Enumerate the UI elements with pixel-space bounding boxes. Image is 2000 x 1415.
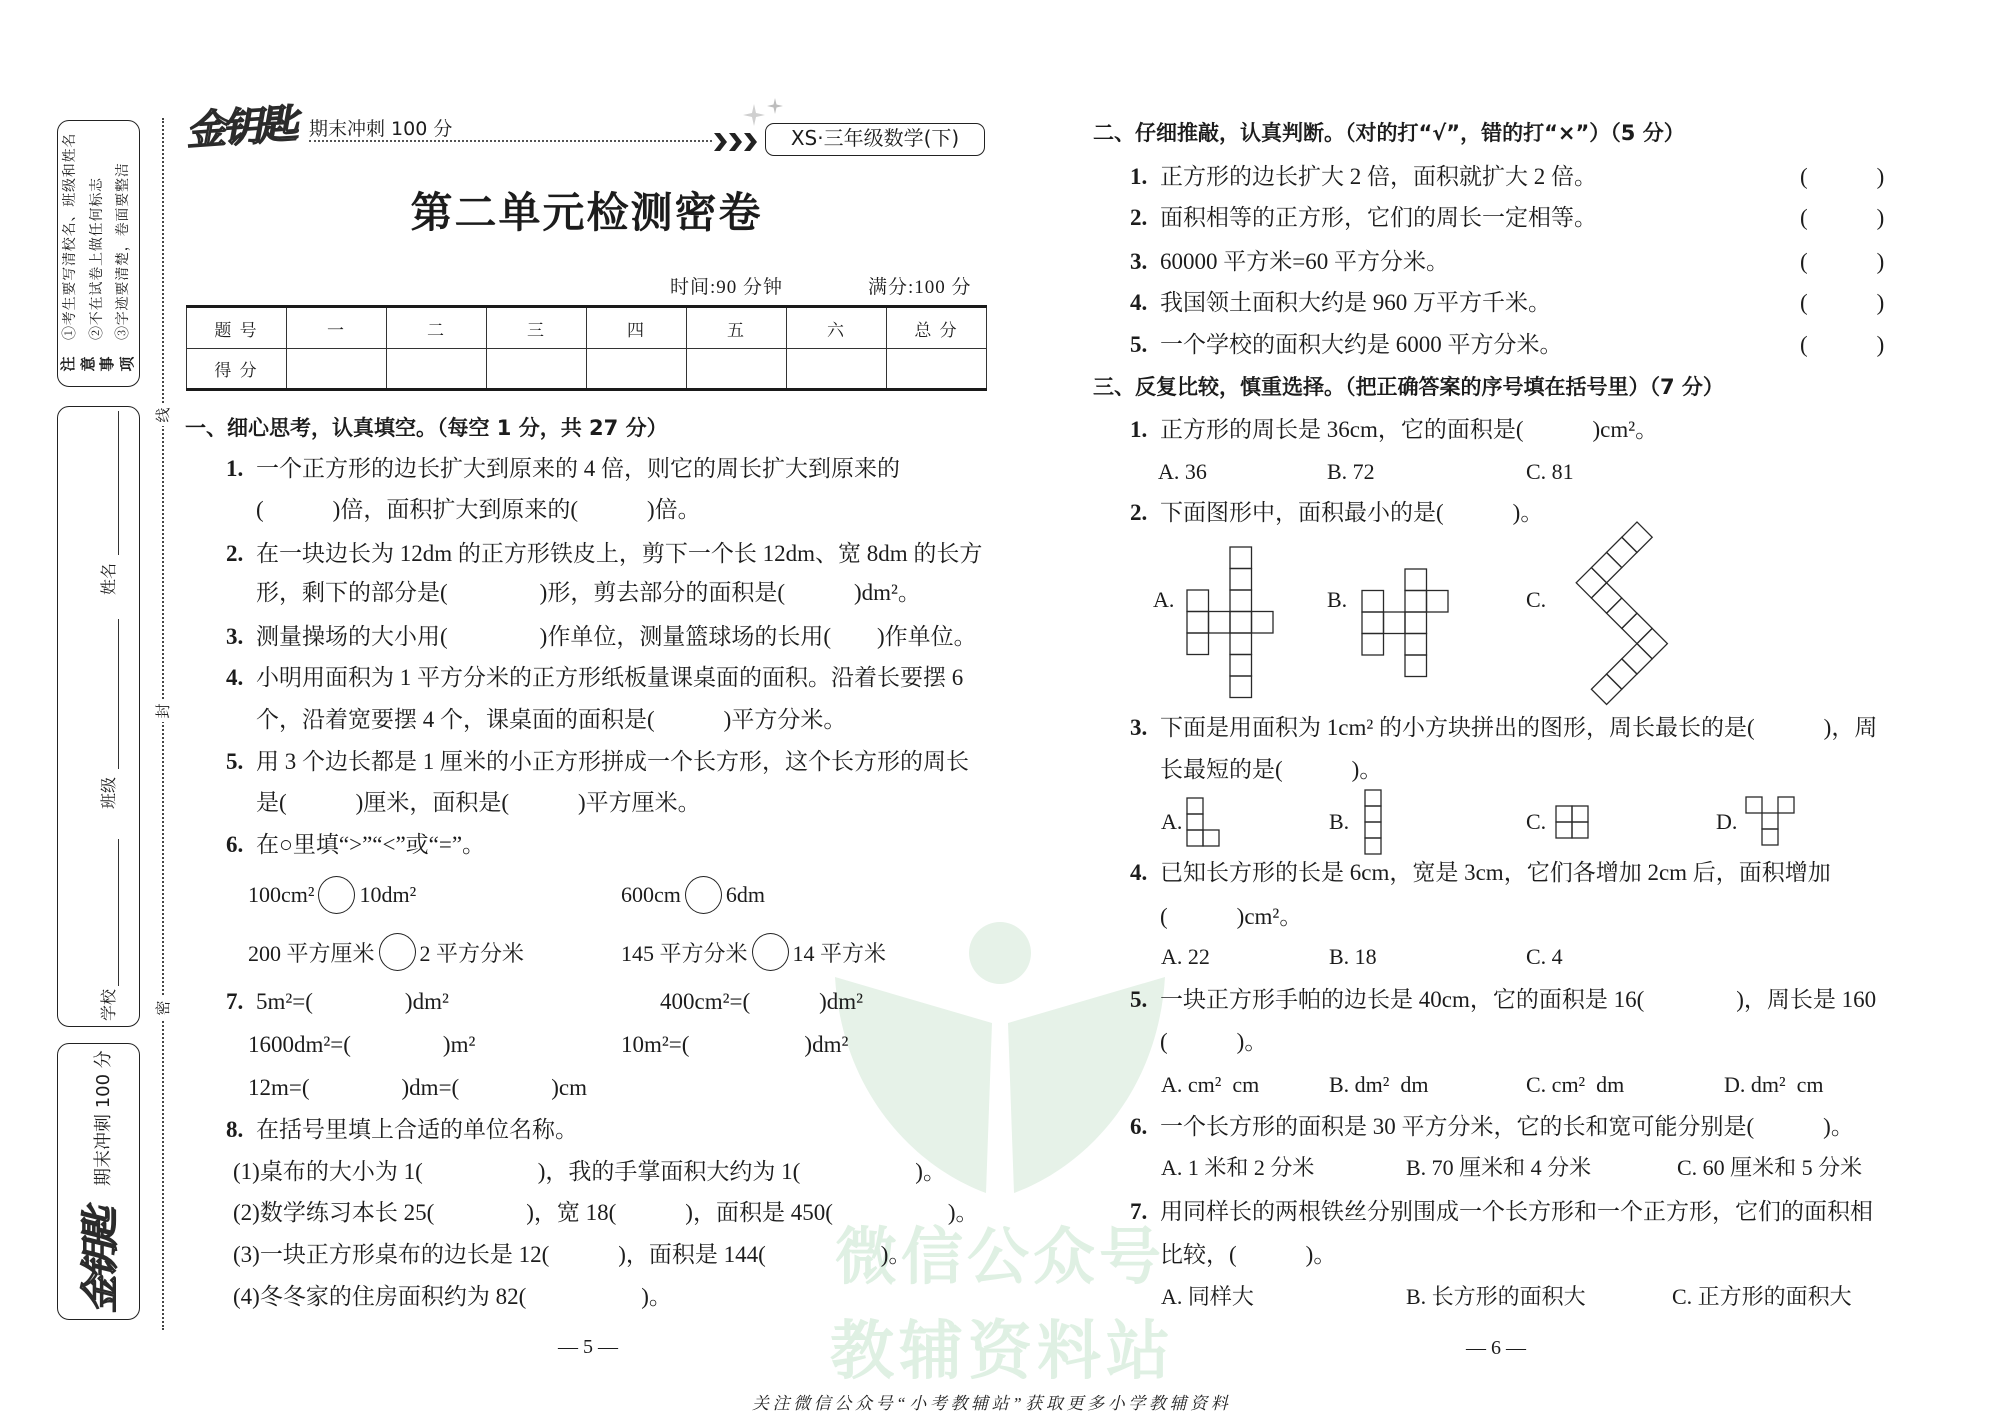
question-text: 一块正方形手帕的边长是 40cm，它的面积是 16( )，周长是 160 (1160, 987, 1877, 1012)
question-2-line: 形，剩下的部分是( )形，剪去部分的面积是( )dm²。 (256, 580, 921, 605)
question-number: 3. (226, 624, 244, 649)
question-1-line: ( )倍，面积扩大到原来的( )倍。 (256, 497, 701, 522)
compare-item (248, 933, 524, 971)
question-8-subitem: (2)数学练习本长 25( )，宽 18( )，面积是 450( )。 (233, 1200, 979, 1225)
compare-right: 10dm² (359, 882, 417, 907)
score-row-label: 得 分 (187, 349, 287, 390)
score-cell (587, 349, 687, 390)
choice-question-4: ( )cm²。 (1160, 904, 1303, 929)
question-number: 6. (1130, 1114, 1148, 1139)
figure-label-d: D. (1716, 809, 1738, 834)
option-d: D. dm² cm (1724, 1072, 1824, 1097)
notice-line: ①考生要写清校名、班级和姓名 (63, 132, 78, 340)
seal-mark-secret: 密 (153, 997, 175, 1019)
choice-question-3 (1130, 713, 1877, 743)
score-table-header-row (187, 307, 987, 349)
compare-left: 145 平方分米 (621, 940, 748, 966)
compare-circle-icon (685, 876, 722, 914)
conversion-item: 12m=( )dm=( )cm (248, 1075, 587, 1100)
choice-question-5 (1130, 985, 1876, 1015)
figure-label-c: C. (1526, 587, 1547, 612)
judgment-answer-paren: ( ) (1800, 205, 1885, 230)
question-text: 下面图形中，面积最小的是( )。 (1160, 500, 1544, 525)
question-8-subitem: (1)桌布的大小为 1( )，我的手掌面积大约为 1( )。 (233, 1159, 946, 1184)
question-number: 2. (226, 541, 244, 566)
question-number: 4. (1130, 860, 1148, 885)
question-text: 已知长方形的长是 6cm，宽是 3cm，它们各增加 2cm 后，面积增加 (1160, 860, 1831, 885)
judgment-text: 一个学校的面积大约是 6000 平方分米。 (1160, 332, 1563, 357)
choice-question-1 (1130, 415, 1658, 445)
option-c: C. 正方形的面积大 (1672, 1284, 1852, 1309)
option-b: B. 18 (1329, 944, 1377, 969)
figure-label-c: C. (1526, 809, 1547, 834)
score-cell (787, 349, 887, 390)
score-table (186, 305, 987, 391)
judgment-answer-paren: ( ) (1800, 332, 1885, 357)
question-5-line: 是( )厘米，面积是( )平方厘米。 (256, 790, 701, 815)
judgment-item (1130, 288, 1551, 318)
option-a: A. cm² cm (1161, 1072, 1260, 1097)
footer-note: 关注微信公众号“小考教辅站”获取更多小学教辅资料 (752, 1394, 1232, 1413)
option-c: C. 81 (1526, 459, 1574, 484)
question-4-line (226, 663, 963, 693)
compare-right: 6dm (725, 882, 766, 907)
notice-heading-char: 事 (98, 356, 117, 372)
seal-mark-line: 线 (153, 404, 175, 426)
score-cell (487, 349, 587, 390)
compare-left: 200 平方厘米 (248, 940, 375, 966)
choice-question-6 (1130, 1112, 1854, 1142)
score-table-header-cell: 一 (287, 307, 387, 349)
seal-dotted-line (162, 118, 164, 1330)
option-a: A. 同样大 (1161, 1284, 1254, 1309)
conversion-item: 1600dm²=( )m² (248, 1032, 476, 1057)
question-number: 8. (226, 1117, 244, 1142)
score-cell (687, 349, 787, 390)
question-8-subitem: (3)一块正方形桌布的边长是 12( )，面积是 144( )。 (233, 1242, 912, 1267)
notice-heading-char: 注 (59, 356, 78, 372)
compare-right: 2 平方分米 (419, 940, 525, 966)
question-number: 1. (1130, 417, 1148, 442)
judgment-item (1130, 203, 1597, 233)
notice-heading (58, 344, 138, 384)
subject-badge: XS·三年级数学(下) (765, 123, 985, 156)
question-number: 6. (226, 832, 244, 857)
conversion-item: 5m²=( )dm² (256, 989, 449, 1014)
question-3-line (226, 622, 977, 652)
compare-circle-icon (379, 933, 416, 971)
question-text: 在一块边长为 12dm 的正方形铁皮上，剪下一个长 12dm、宽 8dm 的长方 (256, 541, 983, 566)
score-cell (287, 349, 387, 390)
question-text: 一个长方形的面积是 30 平方分米，它的长和宽可能分别是( )。 (1160, 1114, 1854, 1139)
school-field (118, 839, 119, 986)
choice-question-7: 比较，( )。 (1160, 1242, 1337, 1267)
school-label: 学校 (99, 988, 118, 1021)
compare-left: 100cm² (248, 882, 315, 907)
name-label: 姓名 (99, 562, 118, 595)
score-table-header-cell: 总 分 (887, 307, 987, 349)
figure-label-b: B. (1329, 809, 1350, 834)
option-b: B. dm² dm (1329, 1072, 1429, 1097)
score-cell (887, 349, 987, 390)
judgment-text: 我国领土面积大约是 960 万平方千米。 (1160, 290, 1551, 315)
choice-question-7 (1130, 1197, 1873, 1227)
notice-lines (58, 133, 138, 340)
judgment-answer-paren: ( ) (1800, 290, 1885, 315)
score-table-header-cell: 四 (587, 307, 687, 349)
compare-circle-icon (318, 876, 355, 914)
grid-figure-a (1186, 546, 1276, 700)
notice-line: ②不在试卷上做任何标志 (89, 177, 105, 340)
figure-label-b: B. (1327, 587, 1348, 612)
class-label: 班级 (99, 776, 118, 809)
exam-time: 时间:90 分钟 (670, 277, 784, 298)
notice-line: ③字迹要清楚，卷面要整洁 (116, 162, 131, 340)
watermark-text-2: 教辅资料站 (830, 1315, 1175, 1389)
score-table-header-cell: 三 (487, 307, 587, 349)
question-number: 1. (1130, 164, 1148, 189)
question-text: 在○里填“>”“<”或“=”。 (256, 832, 486, 857)
question-8-subitem: (4)冬冬家的住房面积约为 82( )。 (233, 1284, 672, 1309)
score-cell (387, 349, 487, 390)
notice-heading-char: 项 (117, 356, 136, 372)
figure-label-a: A. (1161, 809, 1183, 834)
question-text: 用 3 个边长都是 1 厘米的小正方形拼成一个长方形，这个长方形的周长 (256, 749, 969, 774)
score-table-header-cell: 六 (787, 307, 887, 349)
brand-box (57, 1043, 140, 1320)
question-6-line (226, 830, 485, 860)
question-number: 2. (1130, 205, 1148, 230)
section3-title: 三、反复比较，慎重选择。（把正确答案的序号填在括号里）（7 分） (1093, 375, 1724, 399)
compare-item (621, 876, 765, 914)
question-number: 5. (226, 749, 244, 774)
page-number-left: — 5 — (558, 1336, 618, 1358)
exam-full-score: 满分:100 分 (868, 277, 972, 298)
brand-series: 期末冲刺 100 分 (93, 1050, 114, 1186)
question-text: 在括号里填上合适的单位名称。 (256, 1117, 578, 1142)
question-number: 5. (1130, 987, 1148, 1012)
option-c: C. 60 厘米和 5 分米 (1677, 1155, 1863, 1180)
compare-right: 14 平方米 (792, 940, 887, 966)
question-number: 1. (226, 456, 244, 481)
grid-figure-a (1186, 797, 1222, 849)
grid-figure-c (1555, 805, 1591, 841)
question-5-line (226, 747, 969, 777)
judgment-item (1130, 247, 1449, 277)
name-field (118, 411, 119, 555)
option-c: C. 4 (1526, 944, 1563, 969)
judgment-item (1130, 162, 1597, 192)
compare-circle-icon (752, 933, 789, 971)
judgment-answer-paren: ( ) (1800, 249, 1885, 274)
question-2-line (226, 539, 982, 569)
chevron-right-icon (714, 133, 760, 151)
option-a: A. 22 (1161, 944, 1210, 969)
question-number: 2. (1130, 500, 1148, 525)
question-7-line (226, 987, 449, 1017)
question-text: 一个正方形的边长扩大到原来的 4 倍，则它的周长扩大到原来的 (256, 456, 900, 481)
section2-title: 二、仔细推敲，认真判断。（对的打“√”，错的打“×”）（5 分） (1093, 121, 1685, 145)
question-text: 正方形的周长是 36cm，它的面积是( )cm²。 (1160, 417, 1659, 442)
question-number: 4. (1130, 290, 1148, 315)
question-number: 7. (226, 989, 244, 1014)
header-logo: 金钥匙 (184, 100, 296, 155)
watermark-text-1: 微信公众号 (835, 1220, 1166, 1293)
choice-question-5: ( )。 (1160, 1029, 1268, 1054)
question-text: 下面是用面积为 1cm² 的小方块拼出的图形，周长最长的是( )，周 (1160, 715, 1878, 740)
option-b: B. 70 厘米和 4 分米 (1406, 1155, 1592, 1180)
option-b: B. 长方形的面积大 (1406, 1284, 1586, 1309)
page-title: 第二单元检测密卷 (410, 188, 763, 237)
judgment-text: 面积相等的正方形，它们的周长一定相等。 (1160, 205, 1597, 230)
notice-box (57, 120, 140, 387)
student-info-box (57, 406, 140, 1027)
diagonal-figure-c (1570, 515, 1680, 715)
score-table-header-cell: 二 (387, 307, 487, 349)
compare-item (248, 876, 416, 914)
score-table-score-row (187, 349, 987, 390)
header-series: 期末冲刺 100 分 (309, 118, 453, 140)
option-a: A. 36 (1158, 459, 1207, 484)
grid-figure-b (1361, 568, 1451, 680)
option-a: A. 1 米和 2 分米 (1161, 1155, 1315, 1180)
grid-figure-b (1364, 789, 1384, 857)
judgment-answer-paren: ( ) (1800, 164, 1885, 189)
question-number: 3. (1130, 715, 1148, 740)
compare-left: 600cm (621, 882, 681, 907)
judgment-text: 60000 平方米=60 平方分米。 (1160, 249, 1449, 274)
notice-heading-char: 意 (78, 356, 97, 372)
question-number: 3. (1130, 249, 1148, 274)
figure-label-a: A. (1153, 587, 1175, 612)
question-8-line (226, 1115, 578, 1145)
question-4-line: 个，沿着宽要摆 4 个，课桌面的面积是( )平方分米。 (256, 707, 847, 732)
option-b: B. 72 (1327, 459, 1375, 484)
score-table-header-cell: 五 (687, 307, 787, 349)
brand-logo: 金钥匙 (77, 1210, 122, 1313)
page-number-right: — 6 — (1466, 1337, 1526, 1359)
seal-mark-seal: 封 (153, 700, 175, 722)
header-dotted-rule (309, 140, 712, 142)
option-c: C. cm² dm (1526, 1072, 1625, 1097)
conversion-item: 10m²=( )dm² (621, 1032, 849, 1057)
judgment-item (1130, 330, 1563, 360)
choice-question-2 (1130, 498, 1543, 528)
question-text: 用同样长的两根铁丝分别围成一个长方形和一个正方形，它们的面积相 (1160, 1199, 1873, 1224)
question-number: 4. (226, 665, 244, 690)
section1-title: 一、细心思考，认真填空。（每空 1 分，共 27 分） (185, 416, 668, 440)
class-field (118, 619, 119, 769)
question-text: 小明用面积为 1 平方分米的正方形纸板量课桌面的面积。沿着长要摆 6 (256, 665, 964, 690)
question-1-line (226, 454, 900, 484)
choice-question-3: 长最短的是( )。 (1160, 757, 1383, 782)
grid-figure-d (1745, 796, 1797, 848)
question-number: 7. (1130, 1199, 1148, 1224)
choice-question-4 (1130, 858, 1831, 888)
compare-item (621, 933, 886, 971)
question-number: 5. (1130, 332, 1148, 357)
conversion-item: 400cm²=( )dm² (660, 989, 864, 1014)
score-table-header-cell: 题 号 (187, 307, 287, 349)
question-text: 测量操场的大小用( )作单位，测量篮球场的长用( )作单位。 (256, 624, 977, 649)
judgment-text: 正方形的边长扩大 2 倍，面积就扩大 2 倍。 (1160, 164, 1597, 189)
